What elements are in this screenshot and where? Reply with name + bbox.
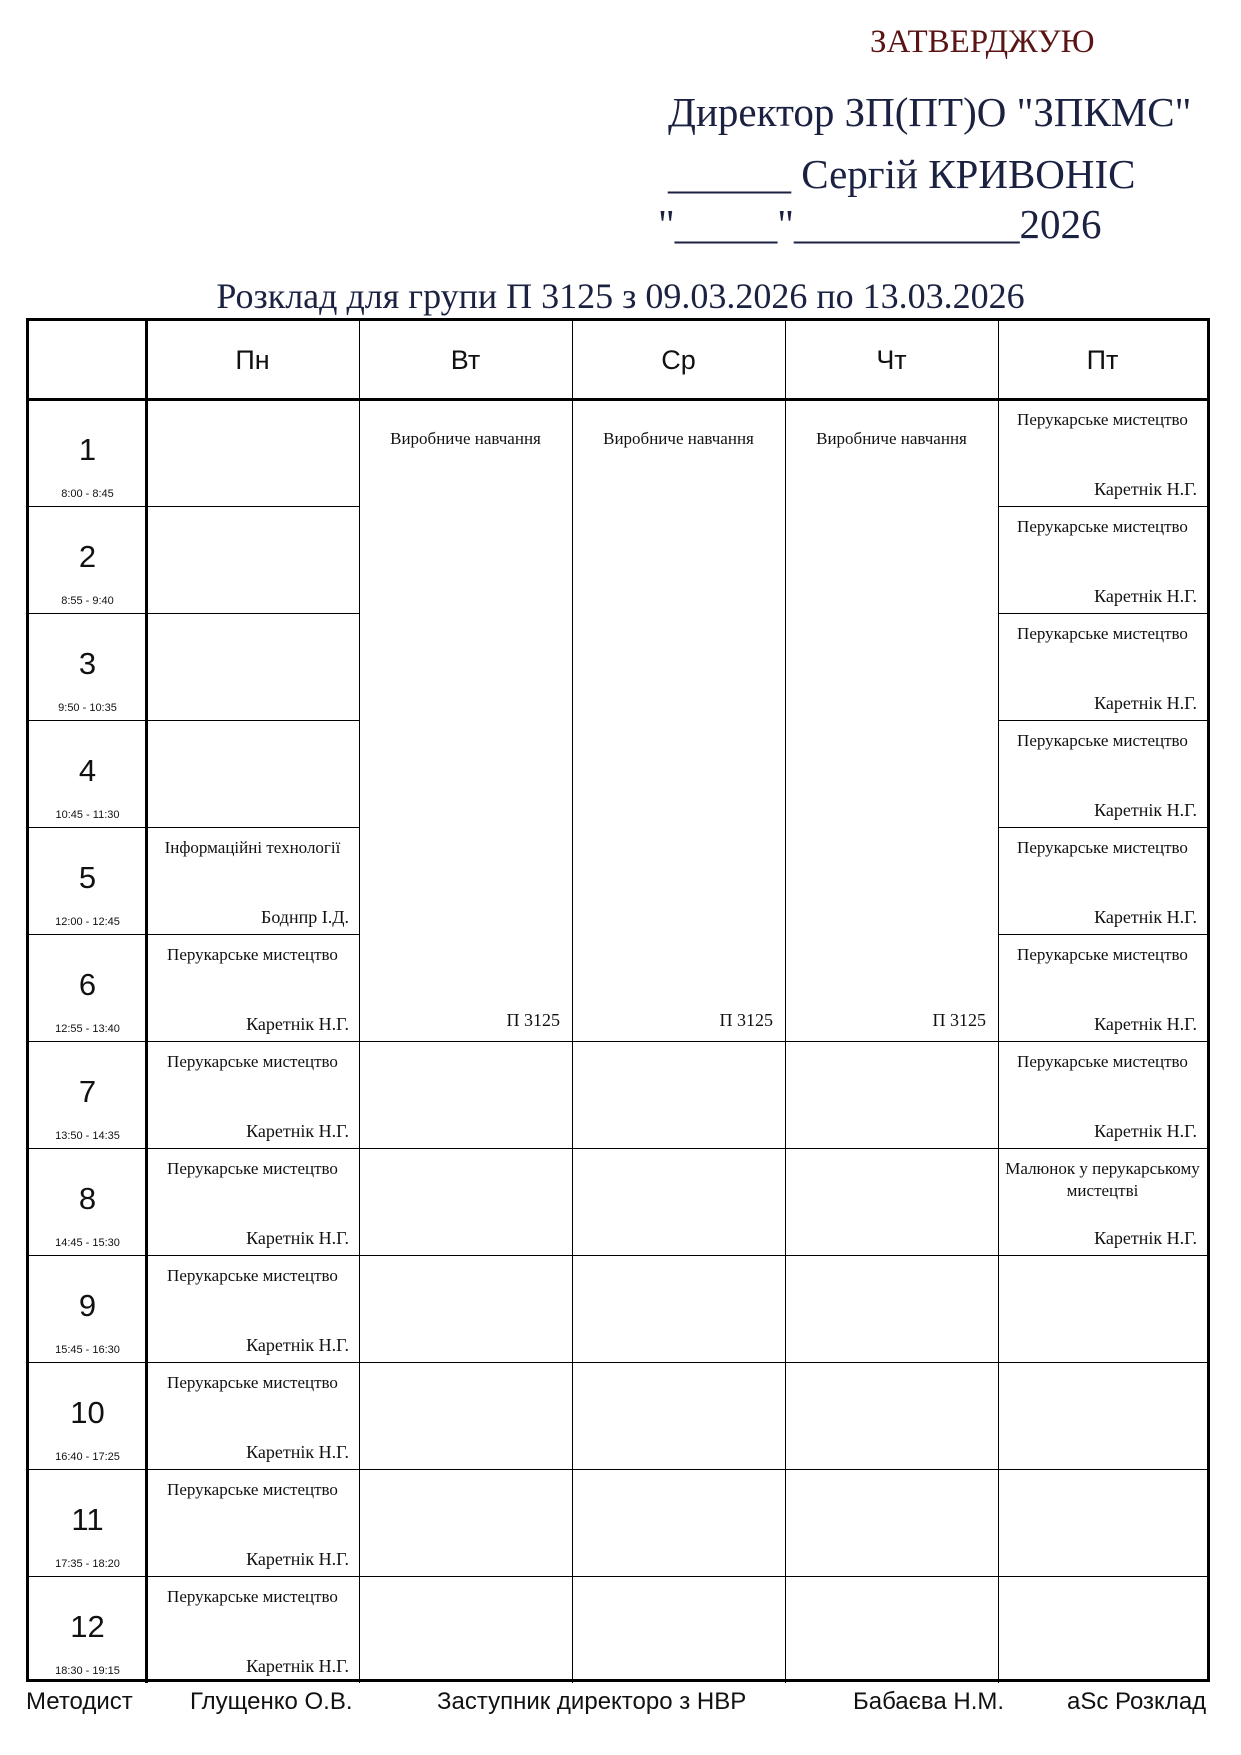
row-divider [29, 506, 146, 507]
lesson-subject: Перукарське мистецтво [1017, 945, 1188, 964]
period-number: 11 [71, 1502, 104, 1537]
period-number: 3 [78, 646, 97, 681]
lesson-teacher: Каретнік Н.Г. [246, 1335, 349, 1355]
director-title: Директор ЗП(ПТ)О "ЗПКМС" [668, 89, 1192, 135]
row-divider [146, 1148, 359, 1149]
lesson-subject: Перукарське мистецтво [167, 1159, 338, 1178]
period-time: 9:50 - 10:35 [58, 702, 117, 714]
lesson-subject: Перукарське мистецтво [1017, 838, 1188, 857]
row-divider [146, 1041, 359, 1042]
day-column-divider [359, 321, 360, 1683]
period-number: 10 [70, 1395, 105, 1430]
row-divider [29, 613, 146, 614]
merged-lesson-block [572, 399, 785, 1041]
period-time: 8:00 - 8:45 [61, 488, 114, 500]
lesson-subject: Перукарське мистецтво [1017, 731, 1188, 750]
lesson-subject: Малюнок у перукарському мистецтві [1005, 1159, 1200, 1200]
day-column-divider [572, 321, 573, 1683]
period-cell [29, 1148, 146, 1255]
row-divider [146, 1576, 359, 1577]
header-divider [29, 398, 1207, 401]
row-divider [29, 1362, 146, 1363]
lesson-subject: Перукарське мистецтво [167, 1373, 338, 1392]
period-number: 1 [78, 432, 97, 467]
period-time: 13:50 - 14:35 [55, 1130, 120, 1142]
period-number: 7 [78, 1074, 97, 1109]
row-divider [29, 1469, 146, 1470]
period-cell [29, 827, 146, 934]
software-label: aSc Розклад [1067, 1688, 1207, 1715]
page-title: Розклад для групи П 3125 з 09.03.2026 по 13.03.2026 [216, 276, 1025, 316]
period-time: 8:55 - 9:40 [61, 595, 114, 607]
deputy-label: Заступник директоро з НВР [437, 1688, 747, 1715]
period-cell [29, 720, 146, 827]
row-divider [29, 934, 146, 935]
period-time: 18:30 - 19:15 [55, 1665, 120, 1677]
lesson-cell-monday [146, 1362, 359, 1469]
period-cell [29, 1041, 146, 1148]
row-divider [998, 1469, 1207, 1470]
lesson-subject: Перукарське мистецтво [167, 945, 338, 964]
row-divider [998, 1148, 1207, 1149]
period-time: 12:00 - 12:45 [55, 916, 120, 928]
lesson-subject: Перукарське мистецтво [167, 1266, 338, 1285]
lesson-teacher: Каретнік Н.Г. [1094, 1228, 1197, 1248]
lesson-group: П 3125 [719, 1010, 773, 1030]
day-header: Пт [1086, 344, 1119, 375]
schedule-table [26, 318, 1210, 1682]
period-cell [29, 1255, 146, 1362]
row-divider [29, 827, 146, 828]
period-cell [29, 1362, 146, 1469]
approval-date-line: "_____"___________2026 [658, 201, 1102, 247]
lesson-cell-monday [146, 1469, 359, 1576]
deputy-name: Бабаєва Н.М. [853, 1688, 1005, 1715]
day-column-divider [785, 321, 786, 1683]
lesson-subject: Перукарське мистецтво [167, 1587, 338, 1606]
row-divider [146, 1469, 359, 1470]
lesson-cell-monday [146, 1255, 359, 1362]
period-cell [29, 399, 146, 506]
day-column-divider [998, 321, 999, 1683]
lesson-subject: Перукарське мистецтво [1017, 1052, 1188, 1071]
day-header: Пн [235, 344, 270, 375]
row-divider [359, 1041, 998, 1042]
lesson-teacher: Каретнік Н.Г. [246, 1228, 349, 1248]
row-divider [359, 1255, 998, 1256]
period-time: 14:45 - 15:30 [55, 1237, 120, 1249]
lesson-cell-monday [146, 1576, 359, 1683]
period-column-divider [145, 321, 148, 1683]
director-signature-line: ______ Сергій КРИВОНІС [668, 151, 1136, 197]
row-divider [359, 1576, 998, 1577]
row-divider [998, 613, 1207, 614]
lesson-teacher: Каретнік Н.Г. [1094, 693, 1197, 713]
day-header: Ср [661, 344, 696, 375]
row-divider [359, 1148, 998, 1149]
lesson-group: П 3125 [932, 1010, 986, 1030]
lesson-cell-friday [998, 934, 1207, 1041]
lesson-cell-monday [146, 1148, 359, 1255]
methodist-name: Глущенко О.В. [190, 1688, 353, 1715]
lesson-subject: Перукарське мистецтво [1017, 624, 1188, 643]
row-divider [998, 1041, 1207, 1042]
period-time: 10:45 - 11:30 [55, 809, 120, 821]
lesson-cell-friday [998, 1041, 1207, 1148]
lesson-cell-friday [998, 399, 1207, 506]
row-divider [29, 1576, 146, 1577]
period-number: 12 [70, 1609, 105, 1644]
row-divider [998, 827, 1207, 828]
row-divider [146, 613, 359, 614]
lesson-teacher: Каретнік Н.Г. [1094, 479, 1197, 499]
lesson-teacher: Боднпр І.Д. [260, 907, 349, 927]
lesson-cell-friday [998, 1148, 1207, 1255]
period-number: 9 [78, 1288, 97, 1323]
merged-lesson-block [359, 399, 572, 1041]
lesson-teacher: Каретнік Н.Г. [246, 1442, 349, 1462]
lesson-subject: Виробниче навчання [390, 429, 541, 448]
lesson-cell-monday [146, 934, 359, 1041]
period-number: 4 [78, 753, 97, 788]
row-divider [29, 1255, 146, 1256]
period-cell [29, 1469, 146, 1576]
lesson-teacher: Каретнік Н.Г. [1094, 1014, 1197, 1034]
lesson-subject: Перукарське мистецтво [167, 1480, 338, 1499]
period-time: 15:45 - 16:30 [55, 1344, 120, 1356]
lesson-cell-friday [998, 827, 1207, 934]
lesson-subject: Виробниче навчання [816, 429, 967, 448]
row-divider [29, 720, 146, 721]
period-number: 6 [78, 967, 97, 1002]
row-divider [146, 506, 359, 507]
day-header: Чт [876, 344, 907, 375]
lesson-teacher: Каретнік Н.Г. [246, 1549, 349, 1569]
period-time: 17:35 - 18:20 [55, 1558, 120, 1570]
row-divider [146, 1362, 359, 1363]
row-divider [998, 506, 1207, 507]
lesson-teacher: Каретнік Н.Г. [1094, 586, 1197, 606]
lesson-teacher: Каретнік Н.Г. [1094, 1121, 1197, 1141]
lesson-subject: Перукарське мистецтво [167, 1052, 338, 1071]
period-cell [29, 1576, 146, 1683]
row-divider [359, 1362, 998, 1363]
lesson-subject: Перукарське мистецтво [1017, 517, 1188, 536]
row-divider [998, 1576, 1207, 1577]
lesson-subject: Перукарське мистецтво [1017, 410, 1188, 429]
period-time: 12:55 - 13:40 [55, 1023, 120, 1035]
lesson-cell-friday [998, 613, 1207, 720]
lesson-subject: Виробниче навчання [603, 429, 754, 448]
period-number: 2 [78, 539, 97, 574]
lesson-teacher: Каретнік Н.Г. [246, 1121, 349, 1141]
lesson-teacher: Каретнік Н.Г. [1094, 907, 1197, 927]
merged-lesson-block [785, 399, 998, 1041]
period-cell [29, 506, 146, 613]
lesson-cell-monday [146, 827, 359, 934]
row-divider [998, 1362, 1207, 1363]
lesson-cell-friday [998, 506, 1207, 613]
lesson-teacher: Каретнік Н.Г. [246, 1014, 349, 1034]
period-cell [29, 934, 146, 1041]
row-divider [146, 1255, 359, 1256]
row-divider [29, 1041, 146, 1042]
row-divider [359, 1469, 998, 1470]
methodist-label: Методист [26, 1688, 133, 1715]
lesson-cell-friday [998, 720, 1207, 827]
day-header: Вт [450, 344, 481, 375]
row-divider [998, 934, 1207, 935]
lesson-teacher: Каретнік Н.Г. [1094, 800, 1197, 820]
period-number: 5 [78, 860, 97, 895]
lesson-cell-monday [146, 1041, 359, 1148]
row-divider [29, 1148, 146, 1149]
row-divider [146, 934, 359, 935]
row-divider [146, 827, 359, 828]
row-divider [146, 720, 359, 721]
period-number: 8 [78, 1181, 97, 1216]
approve-label: ЗАТВЕРДЖУЮ [870, 24, 1095, 60]
lesson-group: П 3125 [506, 1010, 560, 1030]
row-divider [998, 720, 1207, 721]
period-cell [29, 613, 146, 720]
period-time: 16:40 - 17:25 [55, 1451, 120, 1463]
lesson-teacher: Каретнік Н.Г. [246, 1656, 349, 1676]
row-divider [998, 1255, 1207, 1256]
lesson-subject: Інформаційні технології [164, 838, 341, 857]
